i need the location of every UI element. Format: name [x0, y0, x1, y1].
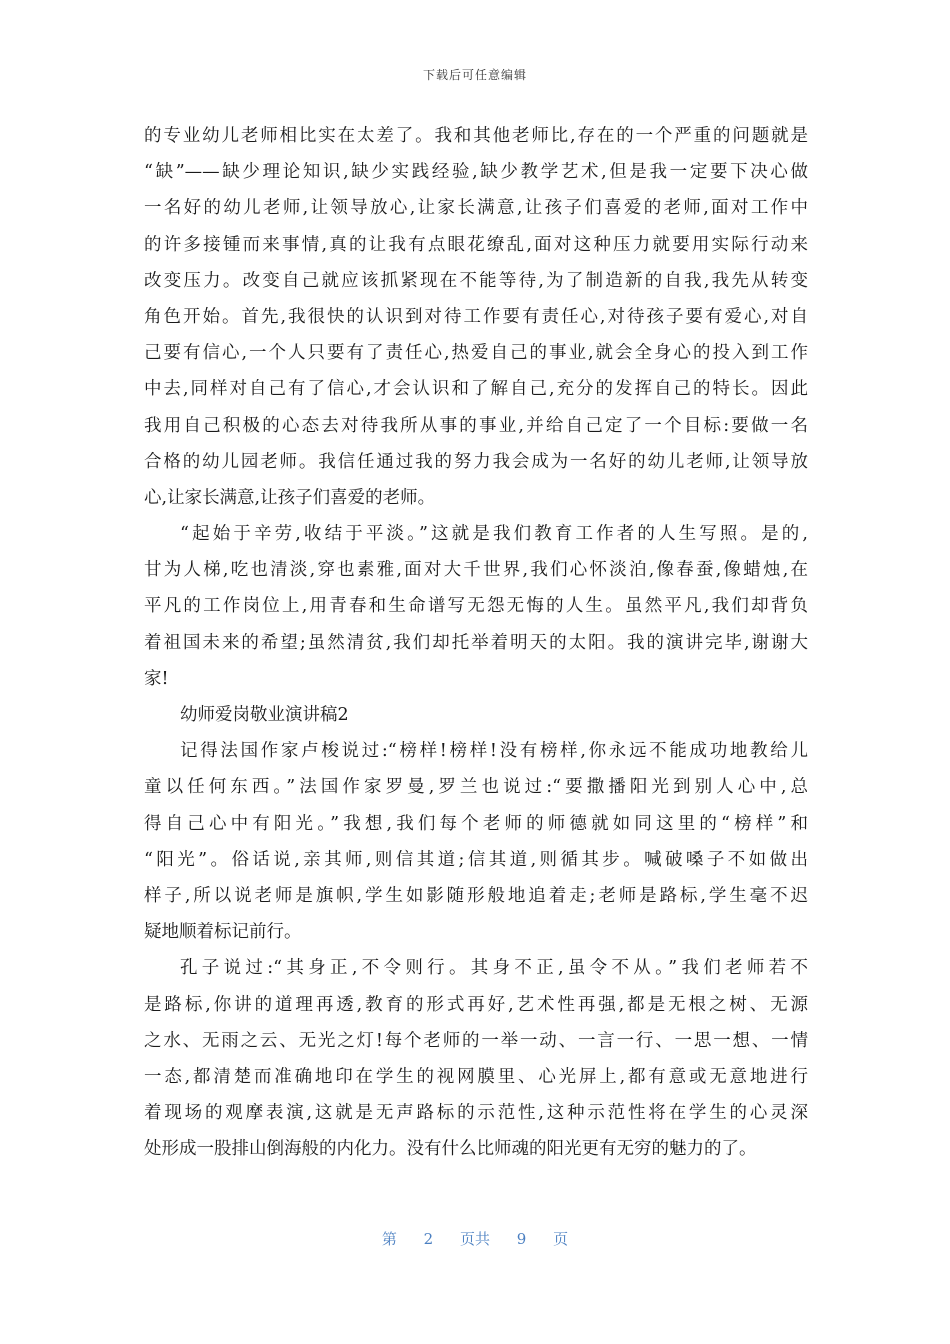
- text-line: 幼师爱岗敬业演讲稿2: [180, 705, 349, 725]
- text-line: 样子,所以说老师是旗帜,学生如影随形般地追着走;老师是路标,学生毫不迟: [144, 885, 808, 906]
- text-line: 着祖国未来的希望;虽然清贫,我们却托举着明天的太阳。我的演讲完毕,谢谢大: [144, 632, 808, 653]
- text-line: 得自己心中有阳光。”我想,我们每个老师的师德就如同这里的“榜样”和: [144, 813, 808, 834]
- paragraph: [144, 733, 808, 950]
- page-number-footer: [0, 1228, 950, 1249]
- text-line: 改变压力。改变自己就应该抓紧现在不能等待,为了制造新的自我,我先从转变: [144, 270, 808, 291]
- paragraph: [144, 118, 808, 516]
- text-line: 疑地顺着标记前行。: [144, 922, 302, 943]
- paragraph: [144, 950, 808, 1167]
- text-line: 孔子说过:“其身正,不令则行。其身不正,虽令不从。”我们老师若不: [180, 958, 808, 979]
- text-line: 心,让家长满意,让孩子们喜爱的老师。: [144, 487, 436, 508]
- text-line: “阳光”。俗话说,亲其师,则信其道;信其道,则循其步。喊破嗓子不如做出: [144, 849, 808, 870]
- text-line: “缺”——缺少理论知识,缺少实践经验,缺少教学艺术,但是我一定要下决心做: [144, 162, 808, 183]
- text-line: 己要有信心,一个人只要有了责任心,热爱自己的事业,就会全身心的投入到工作: [144, 343, 808, 364]
- text-line: 着现场的观摩表演,这就是无声路标的示范性,这种示范性将在学生的心灵深: [144, 1103, 808, 1124]
- text-line: 处形成一股排山倒海般的内化力。没有什么比师魂的阳光更有无穷的魅力的了。: [144, 1139, 757, 1160]
- text-line: 我用自己积极的心态去对待我所从事的事业,并给自己定了一个目标:要做一名: [144, 415, 808, 436]
- footer-middle: 页共: [459, 1230, 490, 1248]
- footer-suffix: 页: [553, 1230, 569, 1248]
- text-line: 角色开始。首先,我很快的认识到对待工作要有责任心,对待孩子要有爱心,对自: [144, 306, 808, 327]
- text-line: 合格的幼儿园老师。我信任通过我的努力我会成为一名好的幼儿老师,让领导放: [144, 451, 808, 472]
- text-line: 一态,都清楚而准确地印在学生的视网膜里、心光屏上,都有意或无意地进行: [144, 1066, 808, 1087]
- footer-current-page: 2: [423, 1230, 434, 1248]
- paragraph: [144, 516, 808, 697]
- footer-total-pages: 9: [516, 1230, 527, 1248]
- paragraph: [144, 697, 808, 733]
- text-line: “起始于辛劳,收结于平淡。”这就是我们教育工作者的人生写照。是的,: [180, 524, 808, 545]
- text-line: 的许多接锺而来事情,真的让我有点眼花缭乱,面对这种压力就要用实际行动来: [144, 234, 808, 255]
- text-line: 之水、无雨之云、无光之灯!每个老师的一举一动、一言一行、一思一想、一情: [144, 1030, 808, 1051]
- text-line: 的专业幼儿老师相比实在太差了。我和其他老师比,存在的一个严重的问题就是: [144, 126, 808, 146]
- text-line: 一名好的幼儿老师,让领导放心,让家长满意,让孩子们喜爱的老师,面对工作中: [144, 198, 808, 219]
- text-line: 童以任何东西。”法国作家罗曼,罗兰也说过:“要撒播阳光到别人心中,总: [144, 777, 808, 798]
- text-line: 中去,同样对自己有了信心,才会认识和了解自己,充分的发挥自己的特长。因此: [144, 379, 808, 400]
- text-line: 家!: [144, 668, 169, 689]
- page-header: 下载后可任意编辑: [422, 68, 527, 82]
- footer-prefix: 第: [381, 1230, 397, 1248]
- document-body: [144, 118, 808, 1167]
- text-line: 甘为人梯,吃也清淡,穿也素雅,面对大千世界,我们心怀淡泊,像春蚕,像蜡烛,在: [144, 560, 808, 581]
- text-line: 记得法国作家卢梭说过:“榜样!榜样!没有榜样,你永远不能成功地教给儿: [180, 741, 808, 762]
- text-line: 是路标,你讲的道理再透,教育的形式再好,艺术性再强,都是无根之树、无源: [144, 994, 808, 1015]
- text-line: 平凡的工作岗位上,用青春和生命谱写无怨无悔的人生。虽然平凡,我们却背负: [144, 596, 808, 617]
